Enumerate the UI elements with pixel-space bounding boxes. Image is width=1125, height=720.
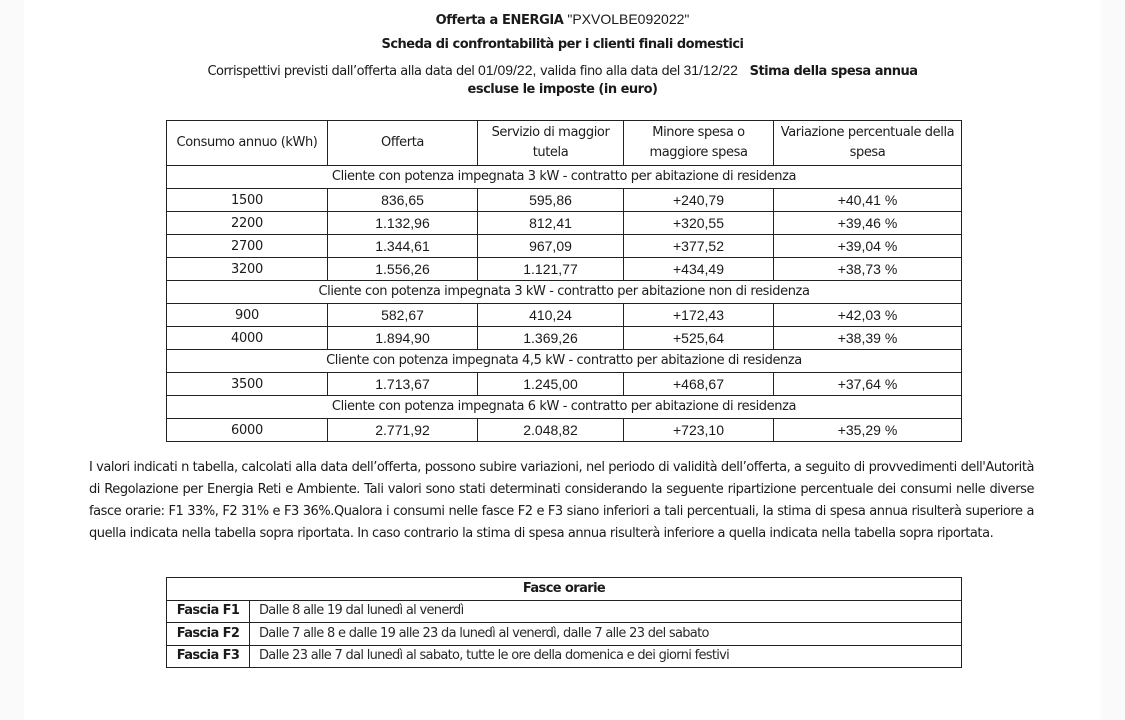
cell-consumo: 4000 bbox=[167, 327, 328, 350]
cell-differenza: +723,10 bbox=[624, 419, 774, 442]
estimate-label: Stima della spesa annua bbox=[749, 64, 918, 79]
cell-differenza: +172,43 bbox=[624, 304, 774, 327]
cell-consumo: 900 bbox=[167, 304, 328, 327]
cell-offerta: 1.132,96 bbox=[328, 212, 478, 235]
table-row bbox=[167, 258, 962, 281]
cell-consumo: 3500 bbox=[167, 373, 328, 396]
cell-variazione: +38,39 % bbox=[774, 327, 962, 350]
time-band-row bbox=[167, 623, 962, 646]
time-band-row bbox=[167, 600, 962, 623]
table-row bbox=[167, 373, 962, 396]
cell-differenza: +240,79 bbox=[624, 189, 774, 212]
document-page bbox=[24, 0, 1101, 720]
group-label: Cliente con potenza impegnata 3 kW - contratto per abitazione di residenza bbox=[167, 166, 962, 189]
period-text-2: valida fino alla data del bbox=[540, 64, 680, 79]
cell-tutela: 1.245,00 bbox=[478, 373, 624, 396]
column-header-variazione: Variazione percentuale della spesa bbox=[774, 121, 962, 166]
cell-variazione: +38,73 % bbox=[774, 258, 962, 281]
group-row bbox=[167, 281, 962, 304]
document-subtitle: Scheda di confrontabilità per i clienti finali domestici bbox=[381, 37, 744, 52]
cell-tutela: 1.369,26 bbox=[478, 327, 624, 350]
comparison-table bbox=[166, 120, 962, 442]
table-row bbox=[167, 419, 962, 442]
cell-variazione: +42,03 % bbox=[774, 304, 962, 327]
time-band-row bbox=[167, 645, 962, 668]
time-band-label: Fascia F2 bbox=[167, 623, 250, 646]
time-bands-title: Fasce orarie bbox=[167, 578, 962, 601]
group-label: Cliente con potenza impegnata 6 kW - contratto per abitazione di residenza bbox=[167, 396, 962, 419]
time-band-label: Fascia F3 bbox=[167, 645, 250, 668]
time-band-label: Fascia F1 bbox=[167, 600, 250, 623]
table-row bbox=[167, 327, 962, 350]
column-header-consumo: Consumo annuo (kWh) bbox=[167, 121, 328, 166]
cell-differenza: +377,52 bbox=[624, 235, 774, 258]
time-band-description: Dalle 8 alle 19 dal lunedì al venerdì bbox=[250, 600, 962, 623]
cell-consumo: 2200 bbox=[167, 212, 328, 235]
cell-differenza: +468,67 bbox=[624, 373, 774, 396]
table-row bbox=[167, 235, 962, 258]
cell-tutela: 2.048,82 bbox=[478, 419, 624, 442]
cell-offerta: 2.771,92 bbox=[328, 419, 478, 442]
time-bands-header-row bbox=[167, 578, 962, 601]
cell-variazione: +39,46 % bbox=[774, 212, 962, 235]
table-row bbox=[167, 304, 962, 327]
time-band-description: Dalle 7 alle 8 e dalle 19 alle 23 da lunedì al venerdì, dalle 7 alle 23 del sabato bbox=[250, 623, 962, 646]
column-header-tutela: Servizio di maggior tutela bbox=[478, 121, 624, 166]
group-row bbox=[167, 350, 962, 373]
cell-variazione: +39,04 % bbox=[774, 235, 962, 258]
column-header-offerta: Offerta bbox=[328, 121, 478, 166]
table-row bbox=[167, 189, 962, 212]
column-header-differenza: Minore spesa o maggiore spesa bbox=[624, 121, 774, 166]
cell-offerta: 1.894,90 bbox=[328, 327, 478, 350]
title-prefix: Offerta a ENERGIA bbox=[435, 13, 564, 28]
notes-paragraph: I valori indicati n tabella, calcolati alla data dell’offerta, possono subire variazioni, nel periodo di validità dell’offerta, a seguito di provvedimenti dell'Autorità di Regolazione per Energia Reti e Ambiente. Tali valori sono stati determinati considerando la seguente ripartizione percentuale dei consumi nelle diverse fasce orarie: F1 33%, F2 31% e F3 36%.Qualora i consumi nelle fasce F2 e F3 siano inferiori a tali percentuali, la stima di spesa annua risulterà superiore a quella indicata nella tabella sopra riportata. In caso contrario la stima di spesa annua risulterà inferiore a quella indicata nella tabella sopra riportata. bbox=[89, 460, 1034, 541]
cell-tutela: 1.121,77 bbox=[478, 258, 624, 281]
validity-period bbox=[24, 60, 1101, 82]
group-row bbox=[167, 396, 962, 419]
cell-tutela: 595,86 bbox=[478, 189, 624, 212]
document-title bbox=[24, 10, 1101, 30]
date-from: 01/09/22, bbox=[477, 62, 537, 78]
table-header-row bbox=[167, 121, 962, 166]
cell-offerta: 1.713,67 bbox=[328, 373, 478, 396]
cell-variazione: +35,29 % bbox=[774, 419, 962, 442]
offer-code: "PXVOLBE092022" bbox=[567, 11, 690, 27]
cell-variazione: +37,64 % bbox=[774, 373, 962, 396]
cell-differenza: +320,55 bbox=[624, 212, 774, 235]
time-bands-table bbox=[166, 577, 962, 668]
cell-differenza: +525,64 bbox=[624, 327, 774, 350]
cell-consumo: 1500 bbox=[167, 189, 328, 212]
time-band-description: Dalle 23 alle 7 dal lunedì al sabato, tutte le ore della domenica e dei giorni festivi bbox=[250, 645, 962, 668]
cell-offerta: 836,65 bbox=[328, 189, 478, 212]
date-to: 31/12/22 bbox=[683, 62, 738, 78]
cell-tutela: 812,41 bbox=[478, 212, 624, 235]
cell-consumo: 6000 bbox=[167, 419, 328, 442]
cell-tutela: 410,24 bbox=[478, 304, 624, 327]
estimate-label-cont: escluse le imposte (in euro) bbox=[467, 82, 658, 97]
table-row bbox=[167, 212, 962, 235]
cell-offerta: 1.344,61 bbox=[328, 235, 478, 258]
group-label: Cliente con potenza impegnata 4,5 kW - contratto per abitazione di residenza bbox=[167, 350, 962, 373]
cell-consumo: 2700 bbox=[167, 235, 328, 258]
cell-tutela: 967,09 bbox=[478, 235, 624, 258]
cell-offerta: 582,67 bbox=[328, 304, 478, 327]
cell-variazione: +40,41 % bbox=[774, 189, 962, 212]
group-label: Cliente con potenza impegnata 3 kW - contratto per abitazione non di residenza bbox=[167, 281, 962, 304]
cell-differenza: +434,49 bbox=[624, 258, 774, 281]
group-row bbox=[167, 166, 962, 189]
cell-offerta: 1.556,26 bbox=[328, 258, 478, 281]
period-text-1: Corrispettivi previsti dall’offerta alla data del bbox=[207, 64, 475, 79]
cell-consumo: 3200 bbox=[167, 258, 328, 281]
